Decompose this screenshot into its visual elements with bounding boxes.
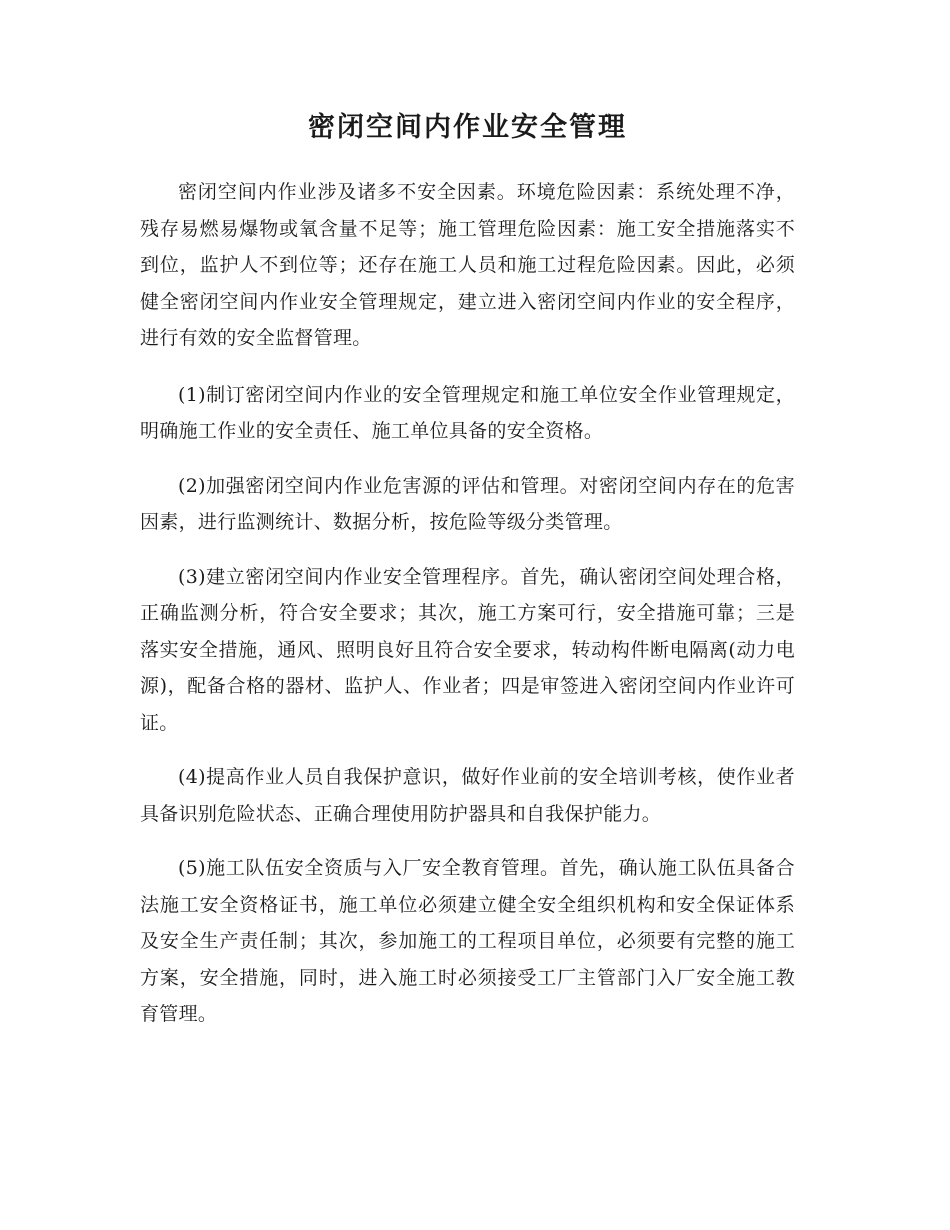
item-2-paragraph: (2)加强密闭空间内作业危害源的评估和管理。对密闭空间内存在的危害因素，进行监测统计、数据分析，按危险等级分类管理。: [140, 474, 795, 533]
document-page: [140, 108, 795, 1051]
item-3-paragraph: (3)建立密闭空间内作业安全管理程序。首先，确认密闭空间处理合格，正确监测分析，符合安全要求；其次，施工方案可行，安全措施可靠；三是落实安全措施，通风、照明良好且符合安全要求，转动构件断电隔离(动力电源)，配备合格的器材、监护人、作业者；四是审签进入密闭空间内作业许可证。: [140, 565, 795, 734]
item-4-paragraph: (4)提高作业人员自我保护意识，做好作业前的安全培训考核，使作业者具备识别危险状态、正确合理使用防护器具和自我保护能力。: [140, 766, 795, 825]
document-title: 密闭空间内作业安全管理: [308, 112, 627, 143]
intro-paragraph: 密闭空间内作业涉及诸多不安全因素。环境危险因素：系统处理不净，残存易燃易爆物或氧含量不足等；施工管理危险因素：施工安全措施落实不到位，监护人不到位等；还存在施工人员和施工过程危险因素。因此，必须健全密闭空间内作业安全管理规定，建立进入密闭空间内作业的安全程序，进行有效的安全监督管理。: [140, 181, 795, 349]
item-5-paragraph: (5)施工队伍安全资质与入厂安全教育管理。首先，确认施工队伍具备合法施工安全资格证书，施工单位必须建立健全安全组织机构和安全保证体系及安全生产责任制；其次，参加施工的工程项目单位，必须要有完整的施工方案，安全措施，同时，进入施工时必须接受工厂主管部门入厂安全施工教育管理。: [140, 857, 795, 1025]
item-1-paragraph: (1)制订密闭空间内作业的安全管理规定和施工单位安全作业管理规定，明确施工作业的安全责任、施工单位具备的安全资格。: [140, 383, 795, 442]
